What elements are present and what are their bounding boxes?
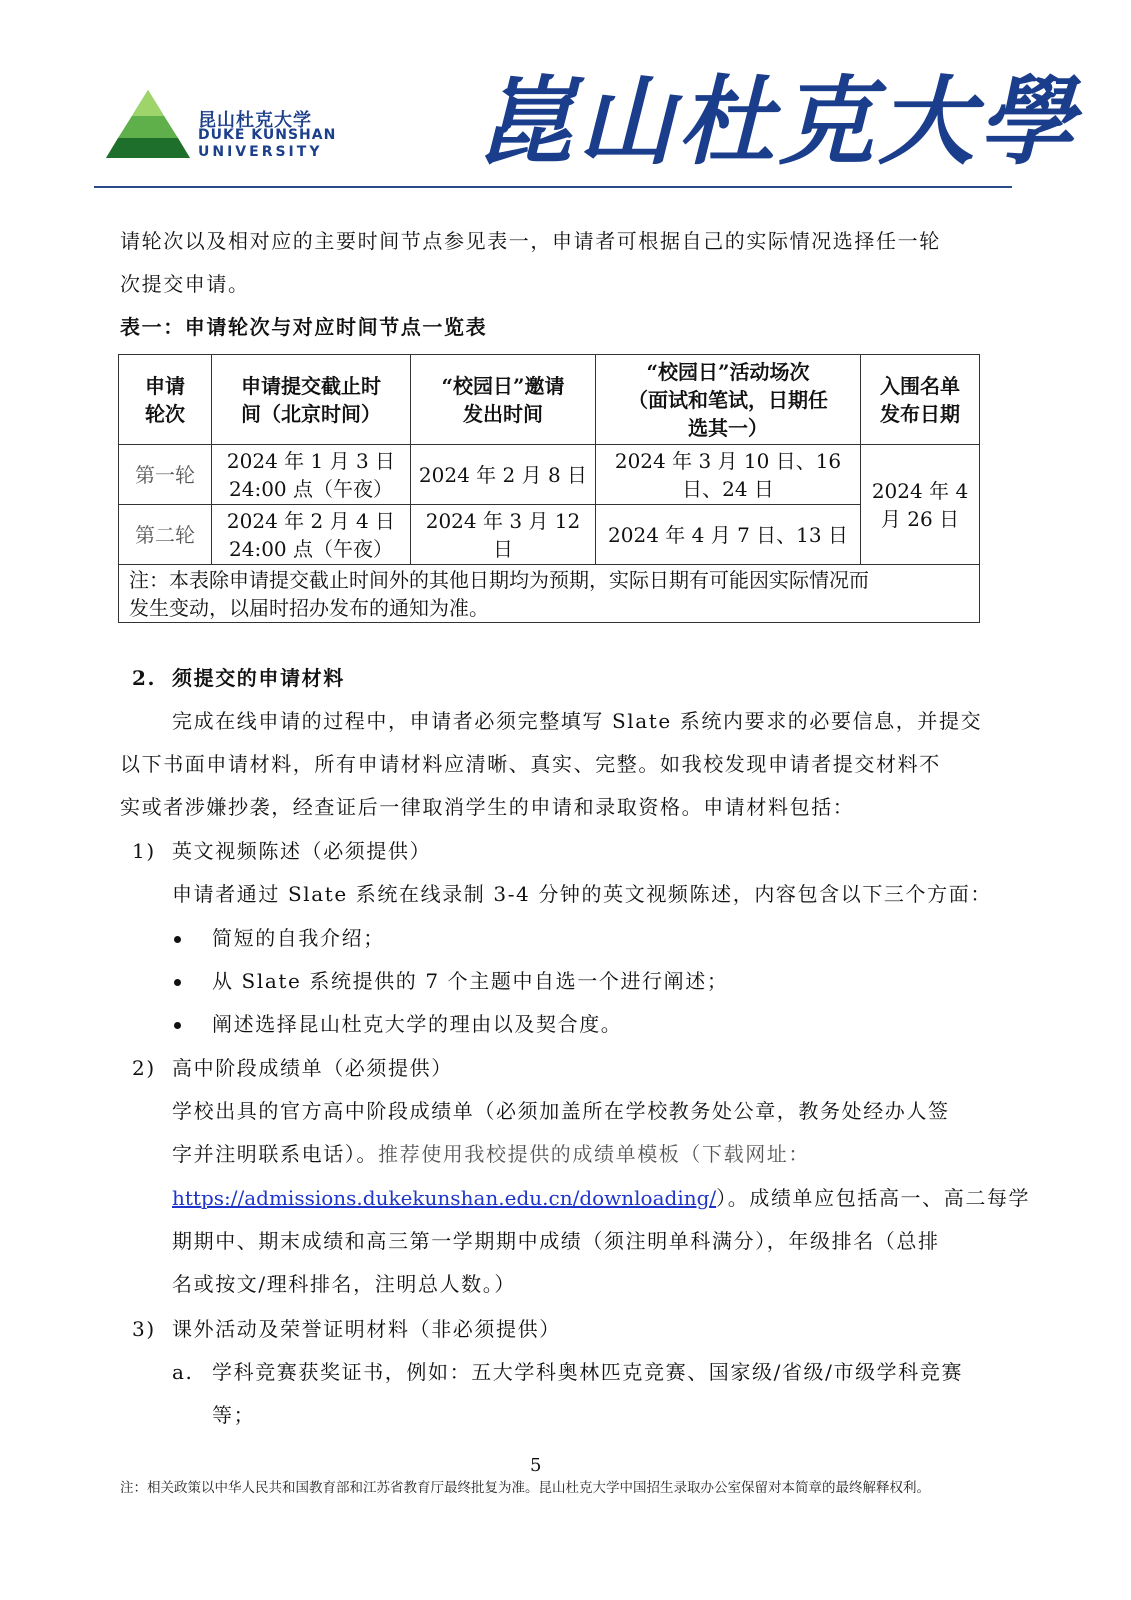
item-text-line: 名或按文/理科排名，注明总人数。） (172, 1272, 516, 1296)
section-para-line-1: 完成在线申请的过程中，申请者必须完整填写 Slate 系统内要求的必要信息，并提交 (172, 709, 983, 733)
table-note: 注：本表除申请提交截止时间外的其他日期均为预期，实际日期有可能因实际情况而 发生变动，以届时招办发布的通知为准。 (119, 565, 980, 623)
invite-cell: 2024 年 2 月 8 日 (411, 445, 596, 505)
item-number: 3) (132, 1317, 156, 1341)
table-caption: 表一：申请轮次与对应时间节点一览表 (120, 315, 488, 339)
item-text-line: https://admissions.dukekunshan.edu.cn/downloading/）。成绩单应包括高一、高二每学 (172, 1186, 1031, 1210)
deadline-cell: 2024 年 2 月 4 日 24:00 点（午夜） (212, 505, 411, 565)
item-text-line: 字并注明联系电话）。推荐使用我校提供的成绩单模板（下载网址： (172, 1142, 810, 1166)
header-sessions: “校园日”活动场次 （面试和笔试，日期任 选其一） (596, 355, 861, 445)
sessions-cell: 2024 年 4 月 7 日、13 日 (596, 505, 861, 565)
sessions-cell: 2024 年 3 月 10 日、16 日、24 日 (596, 445, 861, 505)
shortlist-cell: 2024 年 4 月 26 日 (861, 445, 980, 565)
header-deadline: 申请提交截止时 间（北京时间） (212, 355, 411, 445)
bullet-item: 从 Slate 系统提供的 7 个主题中自选一个进行阐述； (212, 969, 729, 993)
round-cell: 第二轮 (119, 505, 212, 565)
header-divider (94, 186, 1012, 188)
intro-line-2: 次提交申请。 (120, 272, 250, 296)
section-heading: 须提交的申请材料 (172, 666, 345, 690)
header-round: 申请 轮次 (119, 355, 212, 445)
sub-item-text: 等； (212, 1403, 256, 1427)
table-row (119, 505, 980, 565)
dku-logo-icon (104, 88, 192, 160)
download-link[interactable]: https://admissions.dukekunshan.edu.cn/downloading/ (172, 1186, 717, 1210)
logo-chinese-name: 昆山杜克大学 (198, 110, 312, 131)
footnote: 注：相关政策以中华人民共和国教育部和江苏省教育厅最终批复为准。昆山杜克大学中国招生录取办公室保留对本简章的最终解释权利。 (120, 1480, 930, 1496)
invite-cell: 2024 年 3 月 12 日 (411, 505, 596, 565)
template-recommendation: 推荐使用我校提供的成绩单模板（下载网址： (378, 1142, 810, 1166)
sub-item-label: a. (172, 1360, 194, 1384)
section-number: 2. (132, 666, 157, 690)
item-description: 申请者通过 Slate 系统在线录制 3-4 分钟的英文视频陈述，内容包含以下三个方面： (172, 882, 992, 906)
item-number: 2) (132, 1056, 156, 1080)
deadline-cell: 2024 年 1 月 3 日 24:00 点（午夜） (212, 445, 411, 505)
intro-line-1: 请轮次以及相对应的主要时间节点参见表一，申请者可根据自己的实际情况选择任一轮 (120, 229, 941, 253)
table-note-row (119, 565, 980, 623)
item-title: 高中阶段成绩单（必须提供） (172, 1056, 453, 1080)
item-title: 课外活动及荣誉证明材料（非必须提供） (172, 1317, 561, 1341)
bullet-item: 简短的自我介绍； (212, 926, 385, 950)
calligraphy-title: 崑山杜克大學 (478, 65, 1078, 178)
header-invite: “校园日”邀请 发出时间 (411, 355, 596, 445)
rounds-table (118, 354, 980, 623)
item-number: 1) (132, 839, 156, 863)
page-number: 5 (530, 1455, 542, 1476)
section-para-line-3: 实或者涉嫌抄袭，经查证后一律取消学生的申请和录取资格。申请材料包括： (120, 795, 855, 819)
round-cell: 第一轮 (119, 445, 212, 505)
table-row (119, 445, 980, 505)
sub-item-text: 学科竞赛获奖证书，例如：五大学科奥林匹克竞赛、国家级/省级/市级学科竞赛 (212, 1360, 964, 1384)
header-shortlist: 入围名单 发布日期 (861, 355, 980, 445)
table-header-row (119, 355, 980, 445)
bullet-icon (174, 1022, 181, 1029)
logo-english-line1: DUKE KUNSHAN (198, 127, 337, 143)
item-text-line: 期期中、期末成绩和高三第一学期期中成绩（须注明单科满分），年级排名（总排 (172, 1229, 940, 1253)
section-para-line-2: 以下书面申请材料，所有申请材料应清晰、真实、完整。如我校发现申请者提交材料不 (120, 752, 941, 776)
bullet-icon (174, 936, 181, 943)
item-title: 英文视频陈述（必须提供） (172, 839, 432, 863)
bullet-item: 阐述选择昆山杜克大学的理由以及契合度。 (212, 1012, 623, 1036)
item-text-line: 学校出具的官方高中阶段成绩单（必须加盖所在学校教务处公章，教务处经办人签 (172, 1099, 950, 1123)
bullet-icon (174, 979, 181, 986)
logo-english-line2: UNIVERSITY (198, 144, 323, 160)
